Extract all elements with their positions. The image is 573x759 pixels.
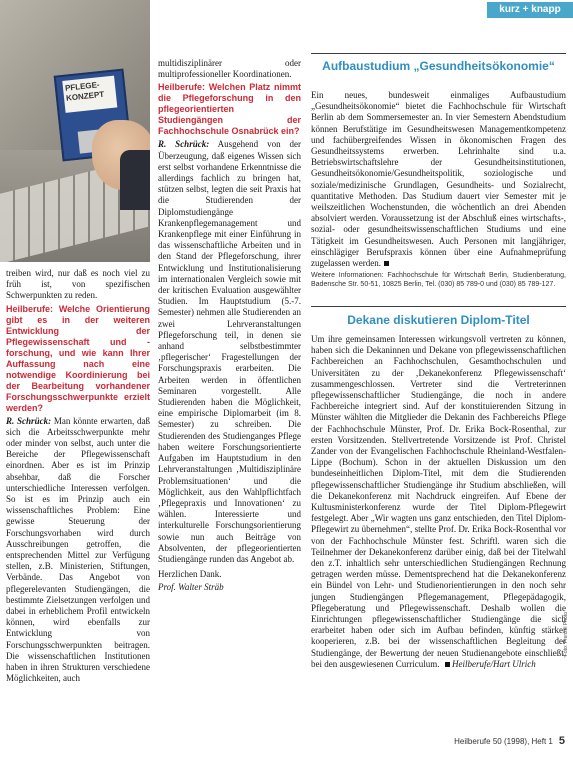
article-dekane xyxy=(311,334,566,672)
section-rule xyxy=(311,53,566,54)
photo-sleeve xyxy=(120,150,150,210)
interview-answer xyxy=(6,416,150,685)
answer-text: Man könnte erwarten, daß sich die Arbeitsschwerpunkte mehr oder minder von selbst, auch unter die Bereiche der Pflegewissenschaft einordnen. Aber es ist im Prinzip absehbar, daß die Forscher unterschiedliche Interessen verfolgen. So ist es im Prinzip auch ein wissenschaftliches Problem: Eine gewisse Steuerung der Forschungsvorhaben wird durch Ausschreibungen getroffen, die entsprechenden Mittel zur Verfügung stellen, z.B. Ministerien, Stiftungen, Verbände. Das Angebot von pflegerelevanten Studiengängen, die bestimmte Zielsetzungen verfolgen und dabei in erheblichem Profil entwickeln können, wird ebenfalls zur Entwicklung von Forschungsschwerpunkten beitragen. Die wissenschaftlichen Institutionen haben in ihren Strukturen verschiedene Möglichkeiten, auch xyxy=(6,415,150,684)
end-mark-icon xyxy=(445,662,450,667)
answer-speaker: R. Schrück: xyxy=(158,139,210,150)
interview-answer xyxy=(158,139,301,565)
photo-credit: Foto: Prenzel Photo xyxy=(563,612,569,657)
paragraph: treiben wird, nur daß es noch viel zu früh ist, von spezifischen Schwerpunkten zu reden. xyxy=(6,268,150,301)
article-endnote: Heilberufe/Hart Ulrich xyxy=(451,658,536,669)
article-title: Dekane diskutieren Diplom-Titel xyxy=(347,313,530,327)
section-rule xyxy=(311,306,566,307)
article-body xyxy=(311,334,566,670)
article-body-text: Ein neues, bundesweit einmaliges Aufbaustudium „Gesundheitsökonomie“ bietet die Fachhochschule für Wirtschaft Berlin ab dem Sommersemester an. In vier Semestern Abendstudium können Berufstätige im Gesundheitswesen Managementkompetenz und fachübergreifendes Wissen in ökonomischen Fragen des Gesundheitssystems erwerben. Lehrinhalte sind u.a. Betriebswirtschaftslehre der Gesundheitsinstitutionen, Gesundheitsökonomie/Gesundheitspolitik, soziologische und soziale/medizinische Grundlagen, Gesundheits- und Sozialrecht, quantitative Methoden. Das Studium dauert vier Semester mit je weilszeitlichen Wochenstunden, die wöchentlich an drei Abenden absolviert werden. Voraussetzung ist der Abschluß eines wirtschafts-, sozial- oder gesundheitswissenschaftlichen Studiums und eine Tätigkeit im Gesundheitswesen. Auch Personen mit langjähriger, einschlägiger Berufspraxis können über eine Aufnahmeprüfung zugelassen werden. xyxy=(311,90,566,269)
page-number: 5 xyxy=(558,735,565,747)
signoff: Herzlichen Dank. xyxy=(158,569,222,580)
interview-column-2 xyxy=(158,58,301,596)
article-info: Weitere Informationen: Fachhochschule für Wirtschaft Berlin, Studienberatung, Badensche Str. 50-51, 10825 Berlin, Tel. (030) 85 789-0 und (030) 85 789-127. xyxy=(311,272,566,288)
interview-question: Heilberufe: Welchen Platz nimmt die Pflegeforschung in den pflegeorientierten Studiengängen der Fachhochschule Osnabrück ein? xyxy=(158,82,301,137)
journal-issue: Heilberufe 50 (1998), Heft 1 xyxy=(454,737,553,746)
floppy-disk-photo xyxy=(0,0,150,262)
paragraph: multidisziplinärer oder multiprofessioneller Koordinationen. xyxy=(158,58,301,80)
signoff-name: Prof. Walter Sträb xyxy=(158,582,224,593)
interview-column-1 xyxy=(6,268,150,686)
article-title: Aufbaustudium „Gesundheitsökonomie“ xyxy=(322,59,555,73)
end-mark-icon xyxy=(384,261,389,266)
answer-text: Ausgehend von der Überzeugung, daß eigenes Wissen sich erst selbst vorhandene Erkenntnisse die allerdings fachlich zu bringen hat, stützen selbst, legten die seit Praxis hat die Studierenden der Diplomstudiengänge Krankenpflegemanagement und Krankenpflege mit einer Einführung in das wissenschaftliche Arbeiten und in den Stand der Pflegeforschung, ihrer Entwicklung und Institutionalisierung im internationalen Vergleich sowie mit der kritischen Evaluation ausgewählter Studien. Im Hauptstudium (5.-7. Semester) nehmen alle Studierenden an zwei Lehrveranstaltungen Pflegeforschung teil, in denen sie anhand selbstbestimmter ‚pflegerischer‘ Fragestellungen der Forschungspraxis erarbeiten. Die Arbeiten werden in öffentlichen Seminaren vorgestellt. Alle Studierenden haben die Möglichkeit, eine empirische Diplomarbeit (im 8. Semester) zu schreiben. Die Studierenden des Studienganges Pflege haben weitere Forschungsorientierte Aufgaben im Hauptstudium in den Lehrveranstaltungen ‚Multidisziplinäre Problemsituationen‘ und die Möglichkeit, aus den Wahlpflichtfach ‚Pflegepraxis und Innovationen‘ zu wählen. Interessierte und interkulturelle Forschungsorientierung sowie nun auch Beiträge von Absolventen, der pflegeorientierten Studiengänge runden das Angebot ab. xyxy=(158,139,301,564)
rubric-badge: kurz + knapp xyxy=(487,2,573,18)
answer-speaker: R. Schrück: xyxy=(6,415,52,426)
article-body xyxy=(311,90,566,269)
disk-label: PFLEGE-KONZEPT xyxy=(62,76,117,113)
page-footer xyxy=(454,735,565,747)
interview-question: Heilberufe: Welche Orientierung gibt es in der weiteren Entwicklung der Pflegewissenschaft und -forschung, und wie kann Ihrer Auffassung nach eine notwendige Koordinierung bei der Bearbeitung vorhandener Forschungsschwerpunkte erzielt werden? xyxy=(6,303,150,413)
article-body-text: Um ihre gemeinsamen Interessen wirkungsvoll vertreten zu können, haben sich die Dekaninnen und Dekane von pflegewissenschaftlichen Fachbereichen an Fachhochschulen, Gesamthochschulen und Universitäten zu der ‚Dekanekonferenz Pflegewissenschaft‘ zusammengeschlossen. Vertreter sind die Vertreterinnen pflegewissenschaftlicher Studiengänge, die noch in andere Fachbereiche integriert sind. Auf der konstituierenden Sitzung in Münster wählten die Mitglieder die Dekanin des Fachbereichs Pflege der Fachhochschule Münster, Prof. Dr. Erika Bock-Rosenthal, zur ersten Vorsitzenden. Stellvertretende Vorsitzende ist Prof. Christel Zander von der Evangelischen Fachhochschule Rheinland-Westfalen-Lippe (Bochum). Schon in der aktuellen Diskussion um den bundeseinheitlichen Diplom-Titel, mit dem die Studierenden pflegewissenschaftlicher Studiengänge ihr Studium abschließen, will die Dekanekonferenz mit Nachdruck eingreifen. Auf Ebene der Kultusministerkonferenz wurde der Titel Diplom-Pflegewirt festgelegt. Aber „Wir wagten uns ganz entschieden, den Titel Diplom-Pflegewirt zu übernehmen“, stellte Prof. Dr. Erika Bock-Rosenthal vor von der Fachhochschule Münster fest. Schriftl. waren sich die Teilnehmer der Dekanekonferenz darüber einig, daß bei der Titelwahl den z.T. inhaltlich sehr unterschiedlichen Studiengängen Rechnung getragen werden müsse. Dementsprechend hat die Dekanekonferenz ein Bündel von Lehr- und Studienorientierungen in den noch sehr jungen Studiengängen Pflegemanagement, Pflegepädagogik, Pflegeberatung und Pflegewissenschaft. Deshalb wollen die Einrichtungen pflegewissenschaftlicher Studiengänge die sich erarbeitet haben oder sich im Aufbau befinden, künftig stärker kooperieren, z.B. bei der wissenschaftlichen Begleitung der Studiengänge, der Bewertung der neuen Studienangebote einschließt, bei den ausgewiesenen Curriculum. xyxy=(311,334,566,669)
article-aufbaustudium xyxy=(311,90,566,291)
